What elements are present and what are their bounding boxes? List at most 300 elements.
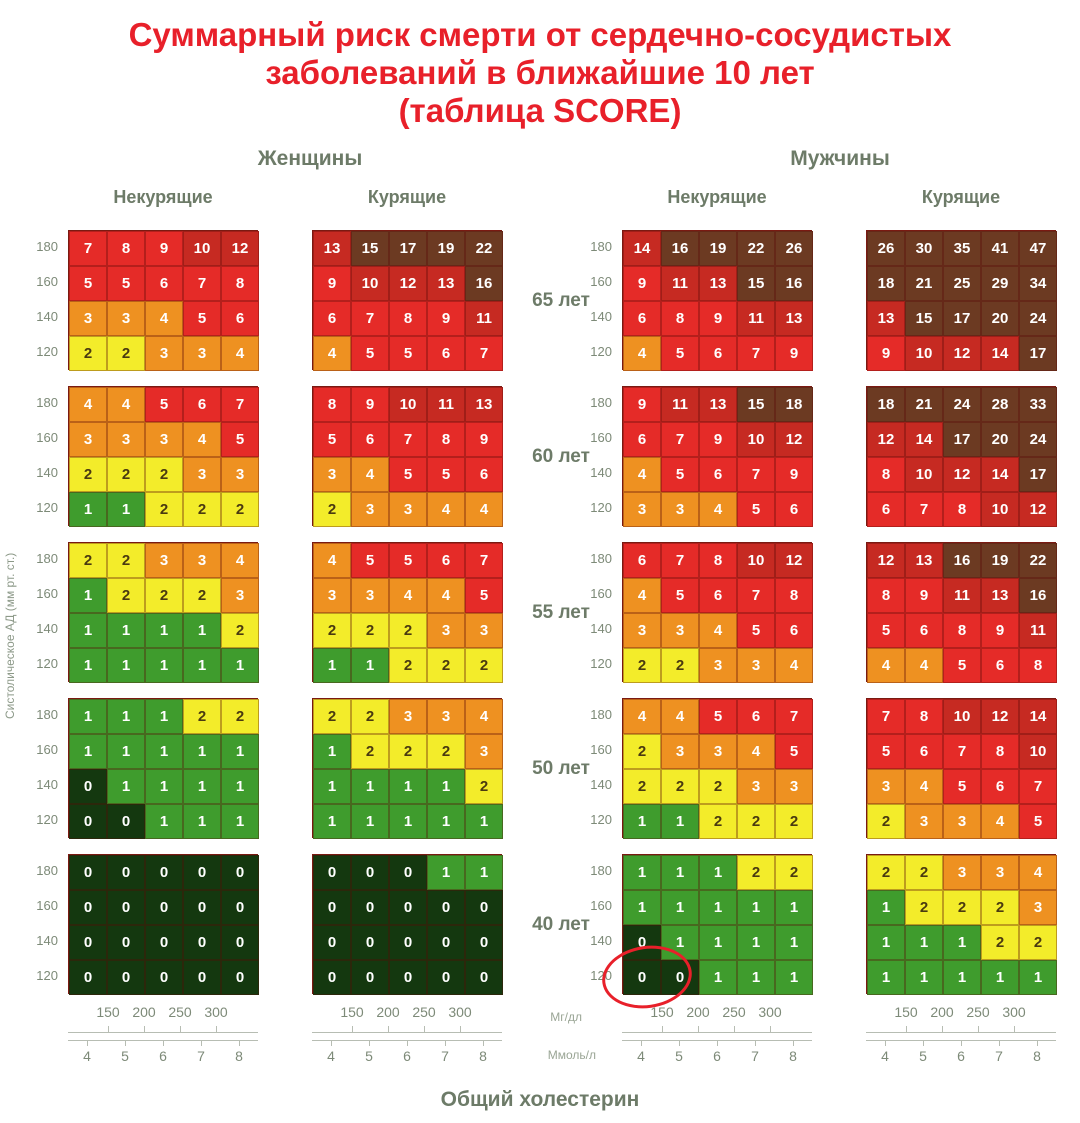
mmol-tick-mark xyxy=(755,1040,756,1046)
risk-cell: 1 xyxy=(867,890,905,925)
risk-cell: 3 xyxy=(351,492,389,527)
risk-cell: 5 xyxy=(465,578,503,613)
risk-cell: 0 xyxy=(69,925,107,960)
risk-cell: 6 xyxy=(221,301,259,336)
risk-cell: 1 xyxy=(427,855,465,890)
risk-cell: 5 xyxy=(943,769,981,804)
risk-cell: 9 xyxy=(905,578,943,613)
risk-cell: 9 xyxy=(427,301,465,336)
risk-cell: 2 xyxy=(867,855,905,890)
risk-cell: 2 xyxy=(465,648,503,683)
risk-cell: 2 xyxy=(737,804,775,839)
risk-cell: 18 xyxy=(867,387,905,422)
risk-cell: 14 xyxy=(1019,699,1057,734)
risk-cell: 6 xyxy=(699,336,737,371)
mgdl-tick-label: 250 xyxy=(722,1004,746,1020)
risk-cell: 0 xyxy=(107,855,145,890)
risk-cell: 13 xyxy=(981,578,1019,613)
risk-cell: 2 xyxy=(107,578,145,613)
risk-cell: 0 xyxy=(351,960,389,995)
mmol-tick-mark xyxy=(407,1040,408,1046)
risk-cell: 1 xyxy=(661,804,699,839)
risk-cell: 0 xyxy=(145,890,183,925)
risk-cell: 5 xyxy=(661,457,699,492)
risk-cell: 4 xyxy=(221,336,259,371)
mgdl-tick-label: 200 xyxy=(132,1004,156,1020)
score-panel xyxy=(622,542,812,682)
risk-cell: 2 xyxy=(623,734,661,769)
risk-cell: 12 xyxy=(1019,492,1057,527)
mmol-tick-mark xyxy=(239,1040,240,1046)
mmol-tick-mark xyxy=(641,1040,642,1046)
risk-cell: 2 xyxy=(145,492,183,527)
risk-cell: 6 xyxy=(313,301,351,336)
risk-cell: 4 xyxy=(623,457,661,492)
risk-cell: 8 xyxy=(699,543,737,578)
risk-cell: 6 xyxy=(465,457,503,492)
risk-cell: 12 xyxy=(981,699,1019,734)
risk-cell: 4 xyxy=(623,699,661,734)
risk-cell: 3 xyxy=(69,422,107,457)
mmol-tick-label: 8 xyxy=(235,1048,243,1064)
mgdl-tick-label: 300 xyxy=(758,1004,782,1020)
risk-cell: 3 xyxy=(69,301,107,336)
risk-cell: 5 xyxy=(221,422,259,457)
risk-cell: 1 xyxy=(623,804,661,839)
risk-cell: 6 xyxy=(623,301,661,336)
mgdl-tick-label: 300 xyxy=(448,1004,472,1020)
bp-tick-label: 180 xyxy=(36,863,58,878)
mgdl-axis-line xyxy=(68,1032,258,1033)
risk-cell: 5 xyxy=(107,266,145,301)
risk-cell: 0 xyxy=(465,890,503,925)
mmol-tick-label: 4 xyxy=(83,1048,91,1064)
risk-cell: 2 xyxy=(623,769,661,804)
risk-cell: 5 xyxy=(737,613,775,648)
mmol-tick-label: 4 xyxy=(881,1048,889,1064)
risk-cell: 3 xyxy=(623,492,661,527)
risk-cell: 8 xyxy=(905,699,943,734)
mmol-tick-label: 5 xyxy=(121,1048,129,1064)
risk-cell: 12 xyxy=(775,543,813,578)
risk-cell: 9 xyxy=(699,301,737,336)
risk-cell: 2 xyxy=(867,804,905,839)
risk-cell: 7 xyxy=(351,301,389,336)
risk-cell: 1 xyxy=(389,769,427,804)
risk-cell: 7 xyxy=(1019,769,1057,804)
risk-cell: 6 xyxy=(775,492,813,527)
mmol-tick-label: 6 xyxy=(957,1048,965,1064)
risk-cell: 25 xyxy=(943,266,981,301)
risk-cell: 5 xyxy=(389,336,427,371)
risk-cell: 1 xyxy=(867,960,905,995)
risk-cell: 4 xyxy=(737,734,775,769)
risk-cell: 2 xyxy=(427,648,465,683)
bp-tick-label: 140 xyxy=(36,465,58,480)
risk-cell: 7 xyxy=(661,543,699,578)
risk-cell: 12 xyxy=(867,422,905,457)
risk-cell: 4 xyxy=(775,648,813,683)
bp-tick-label: 140 xyxy=(36,933,58,948)
mmol-tick-mark xyxy=(163,1040,164,1046)
risk-cell: 35 xyxy=(943,231,981,266)
bp-tick-label: 160 xyxy=(590,898,612,913)
risk-cell: 33 xyxy=(1019,387,1057,422)
risk-cell: 7 xyxy=(661,422,699,457)
risk-cell: 6 xyxy=(737,699,775,734)
bp-tick-label: 160 xyxy=(36,898,58,913)
risk-cell: 29 xyxy=(981,266,1019,301)
risk-cell: 1 xyxy=(737,960,775,995)
risk-cell: 5 xyxy=(943,648,981,683)
mgdl-tick-label: 250 xyxy=(412,1004,436,1020)
bp-tick-label: 140 xyxy=(590,621,612,636)
risk-cell: 2 xyxy=(389,734,427,769)
mmol-tick-mark xyxy=(961,1040,962,1046)
risk-cell: 2 xyxy=(981,925,1019,960)
risk-cell: 47 xyxy=(1019,231,1057,266)
bp-tick-label: 140 xyxy=(590,777,612,792)
risk-cell: 9 xyxy=(775,336,813,371)
mmol-tick-label: 6 xyxy=(159,1048,167,1064)
bp-tick-label: 140 xyxy=(590,309,612,324)
risk-cell: 4 xyxy=(465,492,503,527)
risk-cell: 1 xyxy=(183,769,221,804)
risk-cell: 1 xyxy=(69,734,107,769)
bp-tick-label: 160 xyxy=(590,274,612,289)
bp-tick-label: 120 xyxy=(590,812,612,827)
risk-cell: 1 xyxy=(737,925,775,960)
risk-cell: 9 xyxy=(465,422,503,457)
mmol-tick-mark xyxy=(331,1040,332,1046)
risk-cell: 12 xyxy=(943,457,981,492)
score-panel xyxy=(68,386,258,526)
score-panel xyxy=(866,854,1056,994)
mmol-tick-label: 8 xyxy=(479,1048,487,1064)
age-label: 55 лет xyxy=(532,602,590,623)
risk-cell: 3 xyxy=(427,613,465,648)
risk-cell: 2 xyxy=(183,699,221,734)
risk-cell: 1 xyxy=(389,804,427,839)
risk-cell: 11 xyxy=(661,266,699,301)
bp-tick-label: 180 xyxy=(590,239,612,254)
risk-cell: 3 xyxy=(389,492,427,527)
risk-cell: 26 xyxy=(775,231,813,266)
risk-cell: 0 xyxy=(221,890,259,925)
risk-cell: 7 xyxy=(465,336,503,371)
risk-cell: 5 xyxy=(69,266,107,301)
risk-cell: 26 xyxy=(867,231,905,266)
risk-cell: 6 xyxy=(981,769,1019,804)
risk-cell: 2 xyxy=(427,734,465,769)
bp-tick-label: 160 xyxy=(590,742,612,757)
group-women-label: Женщины xyxy=(257,147,363,170)
risk-cell: 1 xyxy=(943,925,981,960)
risk-cell: 1 xyxy=(313,769,351,804)
risk-cell: 1 xyxy=(775,925,813,960)
age-label: 65 лет xyxy=(532,290,590,311)
score-panel xyxy=(312,542,502,682)
bp-tick-label: 160 xyxy=(36,274,58,289)
risk-cell: 0 xyxy=(69,960,107,995)
risk-cell: 0 xyxy=(465,960,503,995)
risk-cell: 4 xyxy=(699,492,737,527)
risk-cell: 6 xyxy=(981,648,1019,683)
risk-cell: 5 xyxy=(389,457,427,492)
risk-cell: 6 xyxy=(623,543,661,578)
risk-cell: 1 xyxy=(661,925,699,960)
mgdl-tick-label: 200 xyxy=(930,1004,954,1020)
risk-cell: 2 xyxy=(183,578,221,613)
risk-cell: 16 xyxy=(1019,578,1057,613)
risk-cell: 11 xyxy=(943,578,981,613)
risk-cell: 2 xyxy=(351,613,389,648)
risk-cell: 28 xyxy=(981,387,1019,422)
risk-cell: 10 xyxy=(389,387,427,422)
risk-cell: 22 xyxy=(737,231,775,266)
risk-cell: 18 xyxy=(867,266,905,301)
mgdl-axis-line xyxy=(866,1032,1056,1033)
risk-cell: 3 xyxy=(145,336,183,371)
bp-tick-label: 140 xyxy=(36,621,58,636)
risk-cell: 2 xyxy=(737,855,775,890)
risk-cell: 3 xyxy=(221,578,259,613)
risk-cell: 1 xyxy=(699,890,737,925)
risk-cell: 1 xyxy=(699,960,737,995)
risk-cell: 15 xyxy=(737,387,775,422)
risk-cell: 15 xyxy=(351,231,389,266)
risk-cell: 14 xyxy=(623,231,661,266)
risk-cell: 21 xyxy=(905,387,943,422)
risk-cell: 1 xyxy=(221,804,259,839)
risk-cell: 3 xyxy=(465,613,503,648)
risk-cell: 0 xyxy=(389,890,427,925)
bp-tick-label: 120 xyxy=(590,500,612,515)
risk-cell: 7 xyxy=(737,578,775,613)
risk-cell: 0 xyxy=(661,960,699,995)
mmol-tick-label: 4 xyxy=(327,1048,335,1064)
risk-cell: 5 xyxy=(351,336,389,371)
risk-cell: 3 xyxy=(465,734,503,769)
bp-tick-label: 160 xyxy=(36,586,58,601)
risk-cell: 8 xyxy=(221,266,259,301)
risk-cell: 6 xyxy=(905,613,943,648)
risk-cell: 13 xyxy=(775,301,813,336)
x-axis-title: Общий холестерин xyxy=(440,1088,640,1111)
risk-cell: 2 xyxy=(221,699,259,734)
score-panel xyxy=(866,698,1056,838)
risk-cell: 5 xyxy=(351,543,389,578)
risk-cell: 2 xyxy=(107,336,145,371)
risk-cell: 4 xyxy=(351,457,389,492)
risk-cell: 5 xyxy=(427,457,465,492)
risk-cell: 17 xyxy=(1019,457,1057,492)
risk-cell: 1 xyxy=(221,734,259,769)
risk-cell: 4 xyxy=(1019,855,1057,890)
risk-cell: 13 xyxy=(313,231,351,266)
risk-cell: 3 xyxy=(867,769,905,804)
risk-cell: 0 xyxy=(623,925,661,960)
risk-cell: 3 xyxy=(981,855,1019,890)
risk-cell: 17 xyxy=(943,301,981,336)
risk-cell: 8 xyxy=(661,301,699,336)
y-axis-title: Систолическое АД (мм рт. ст.) xyxy=(3,552,17,719)
score-panel xyxy=(68,698,258,838)
mmol-tick-mark xyxy=(483,1040,484,1046)
risk-cell: 24 xyxy=(1019,422,1057,457)
score-panel xyxy=(622,230,812,370)
risk-cell: 0 xyxy=(145,855,183,890)
risk-cell: 2 xyxy=(351,699,389,734)
bp-tick-label: 180 xyxy=(36,551,58,566)
risk-cell: 1 xyxy=(775,960,813,995)
risk-cell: 10 xyxy=(905,336,943,371)
risk-cell: 19 xyxy=(981,543,1019,578)
risk-cell: 1 xyxy=(943,960,981,995)
mgdl-tick-label: 300 xyxy=(204,1004,228,1020)
risk-cell: 0 xyxy=(183,925,221,960)
score-panel xyxy=(68,854,258,994)
risk-cell: 8 xyxy=(775,578,813,613)
risk-cell: 4 xyxy=(221,543,259,578)
risk-cell: 8 xyxy=(943,492,981,527)
risk-cell: 7 xyxy=(221,387,259,422)
mgdl-tick-label: 250 xyxy=(168,1004,192,1020)
bp-tick-label: 180 xyxy=(590,395,612,410)
risk-cell: 14 xyxy=(905,422,943,457)
chart-title-line-3: (таблица SCORE) xyxy=(398,92,682,129)
risk-cell: 5 xyxy=(313,422,351,457)
risk-cell: 14 xyxy=(981,457,1019,492)
risk-cell: 0 xyxy=(465,925,503,960)
risk-cell: 19 xyxy=(427,231,465,266)
risk-cell: 2 xyxy=(661,648,699,683)
risk-cell: 3 xyxy=(313,457,351,492)
risk-cell: 1 xyxy=(905,960,943,995)
mgdl-axis-line xyxy=(622,1032,812,1033)
risk-cell: 5 xyxy=(183,301,221,336)
risk-cell: 1 xyxy=(107,613,145,648)
risk-cell: 3 xyxy=(699,648,737,683)
risk-cell: 0 xyxy=(69,890,107,925)
risk-cell: 0 xyxy=(313,855,351,890)
score-panel xyxy=(312,854,502,994)
mmol-tick-mark xyxy=(793,1040,794,1046)
mmol-tick-label: 4 xyxy=(637,1048,645,1064)
risk-cell: 10 xyxy=(737,543,775,578)
risk-cell: 2 xyxy=(465,769,503,804)
risk-cell: 17 xyxy=(1019,336,1057,371)
risk-cell: 19 xyxy=(699,231,737,266)
risk-cell: 2 xyxy=(145,457,183,492)
risk-cell: 16 xyxy=(465,266,503,301)
risk-cell: 11 xyxy=(465,301,503,336)
risk-cell: 1 xyxy=(427,769,465,804)
risk-cell: 16 xyxy=(661,231,699,266)
bp-tick-label: 120 xyxy=(590,968,612,983)
risk-cell: 7 xyxy=(867,699,905,734)
risk-cell: 4 xyxy=(427,492,465,527)
risk-cell: 0 xyxy=(389,925,427,960)
risk-cell: 4 xyxy=(867,648,905,683)
risk-cell: 1 xyxy=(313,734,351,769)
risk-cell: 0 xyxy=(107,960,145,995)
bp-tick-label: 120 xyxy=(36,656,58,671)
risk-cell: 3 xyxy=(427,699,465,734)
risk-cell: 1 xyxy=(69,578,107,613)
chart-title-line-2: заболеваний в ближайшие 10 лет xyxy=(265,54,815,91)
risk-cell: 7 xyxy=(465,543,503,578)
risk-cell: 9 xyxy=(313,266,351,301)
risk-cell: 6 xyxy=(699,457,737,492)
risk-cell: 2 xyxy=(313,699,351,734)
bp-tick-label: 140 xyxy=(590,933,612,948)
risk-cell: 4 xyxy=(389,578,427,613)
risk-cell: 13 xyxy=(699,387,737,422)
score-panel xyxy=(312,230,502,370)
risk-cell: 2 xyxy=(981,890,1019,925)
risk-cell: 22 xyxy=(465,231,503,266)
mmol-tick-label: 7 xyxy=(197,1048,205,1064)
risk-cell: 3 xyxy=(389,699,427,734)
risk-cell: 1 xyxy=(221,648,259,683)
risk-cell: 3 xyxy=(661,734,699,769)
bp-tick-label: 140 xyxy=(36,309,58,324)
unit-mgdl-label: Мг/дл xyxy=(550,1010,582,1024)
risk-cell: 1 xyxy=(313,804,351,839)
risk-cell: 13 xyxy=(905,543,943,578)
risk-cell: 1 xyxy=(699,925,737,960)
bp-tick-label: 140 xyxy=(36,777,58,792)
risk-cell: 2 xyxy=(313,492,351,527)
risk-cell: 10 xyxy=(1019,734,1057,769)
risk-cell: 0 xyxy=(351,855,389,890)
mgdl-axis-line xyxy=(312,1032,502,1033)
risk-cell: 1 xyxy=(981,960,1019,995)
score-panel xyxy=(866,542,1056,682)
risk-cell: 1 xyxy=(661,855,699,890)
score-panel xyxy=(866,386,1056,526)
risk-cell: 9 xyxy=(699,422,737,457)
risk-cell: 7 xyxy=(737,457,775,492)
risk-cell: 3 xyxy=(313,578,351,613)
risk-cell: 11 xyxy=(661,387,699,422)
risk-cell: 10 xyxy=(981,492,1019,527)
mgdl-tick-label: 300 xyxy=(1002,1004,1026,1020)
risk-cell: 6 xyxy=(183,387,221,422)
risk-cell: 0 xyxy=(221,960,259,995)
risk-cell: 0 xyxy=(221,925,259,960)
bp-tick-label: 180 xyxy=(590,551,612,566)
risk-cell: 11 xyxy=(427,387,465,422)
mmol-tick-label: 5 xyxy=(919,1048,927,1064)
bp-tick-label: 160 xyxy=(36,742,58,757)
bp-tick-label: 120 xyxy=(36,968,58,983)
risk-cell: 1 xyxy=(313,648,351,683)
risk-cell: 3 xyxy=(943,804,981,839)
women-nonsmoking-label: Некурящие xyxy=(113,187,213,207)
risk-cell: 4 xyxy=(699,613,737,648)
mmol-tick-label: 8 xyxy=(789,1048,797,1064)
mgdl-tick-label: 150 xyxy=(650,1004,674,1020)
risk-cell: 2 xyxy=(699,804,737,839)
risk-cell: 2 xyxy=(107,543,145,578)
chart-title-line-1: Суммарный риск смерти от сердечно-сосудистых xyxy=(128,16,952,53)
risk-cell: 5 xyxy=(867,613,905,648)
risk-cell: 1 xyxy=(351,804,389,839)
risk-cell: 2 xyxy=(69,336,107,371)
score-panel xyxy=(68,230,258,370)
